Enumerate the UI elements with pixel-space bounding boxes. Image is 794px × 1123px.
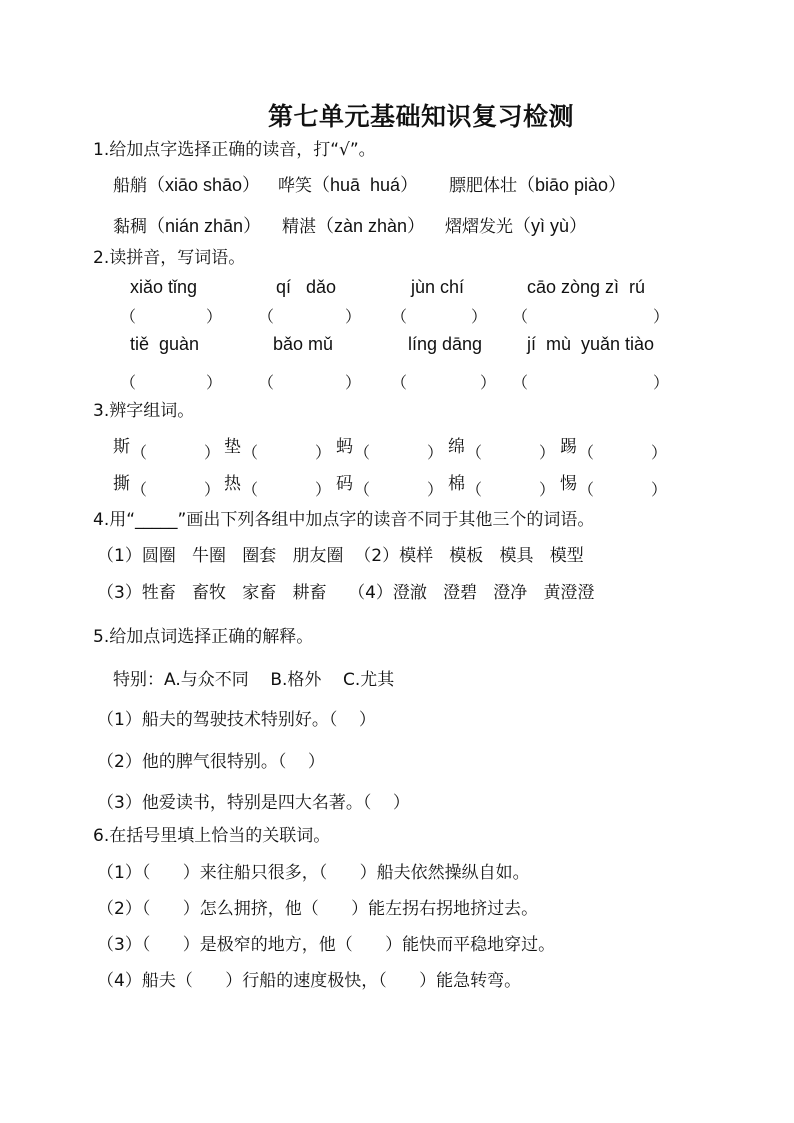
q5-item: （2）他的脾气很特别。（ ） bbox=[97, 752, 325, 772]
question-3-prompt: 3.辨字组词。 bbox=[93, 401, 195, 421]
q1-word: 膘肥体壮 bbox=[449, 176, 517, 196]
q5-item: （3）他爱读书，特别是四大名著。（ ） bbox=[97, 793, 410, 813]
q3-char: 蚂 bbox=[336, 437, 353, 457]
question-5-prompt: 5.给加点词选择正确的解释。 bbox=[93, 627, 314, 647]
blank-close: ） bbox=[539, 443, 556, 462]
blank-close: ） bbox=[427, 443, 444, 462]
pinyin-label: xiǎo tǐng bbox=[130, 277, 198, 297]
q3-char: 斯 bbox=[113, 437, 130, 457]
blank-open: （ bbox=[354, 443, 371, 462]
q1-options: （yì yù） bbox=[513, 216, 588, 236]
blank-open: （ bbox=[242, 443, 259, 462]
q3-char: 垫 bbox=[224, 437, 241, 457]
q1-word: 船艄 bbox=[113, 176, 147, 196]
q3-char: 热 bbox=[224, 474, 241, 494]
q3-char: 踢 bbox=[560, 437, 577, 457]
blank-open: （ bbox=[512, 373, 529, 392]
blank-close: ） bbox=[427, 480, 444, 499]
q4-line: （3）牲畜 畜牧 家畜 耕畜 （4）澄澈 澄碧 澄净 黄澄澄 bbox=[97, 583, 595, 603]
blank-close: ） bbox=[653, 307, 670, 326]
q1-options: （huā huá） bbox=[312, 175, 419, 195]
pinyin-label: cāo zòng zì rú bbox=[527, 277, 646, 297]
pinyin-label: bǎo mǔ bbox=[273, 334, 334, 354]
question-6-prompt: 6.在括号里填上恰当的关联词。 bbox=[93, 826, 331, 846]
blank-close: ） bbox=[204, 480, 221, 499]
q1-item bbox=[278, 176, 418, 195]
q1-item bbox=[449, 176, 626, 195]
blank-close: ） bbox=[204, 443, 221, 462]
blank-open: （ bbox=[391, 307, 408, 326]
blank-open: （ bbox=[120, 373, 137, 392]
blank-close: ） bbox=[345, 373, 362, 392]
pinyin-label: jùn chí bbox=[411, 277, 465, 297]
blank-close: ） bbox=[539, 480, 556, 499]
blank-close: ） bbox=[651, 443, 668, 462]
blank-open: （ bbox=[258, 373, 275, 392]
q1-options: （biāo piào） bbox=[517, 175, 627, 195]
q1-options: （nián zhān） bbox=[147, 216, 262, 236]
q1-item bbox=[282, 217, 425, 236]
question-1-prompt: 1.给加点字选择正确的读音，打“√”。 bbox=[93, 140, 376, 160]
blank-close: ） bbox=[345, 307, 362, 326]
blank-close: ） bbox=[471, 307, 488, 326]
q3-char: 棉 bbox=[448, 474, 465, 494]
blank-close: ） bbox=[315, 480, 332, 499]
pinyin-label: qí dǎo bbox=[276, 277, 337, 297]
pinyin-label: líng dāng bbox=[408, 334, 483, 354]
q1-item bbox=[113, 176, 260, 195]
blank-open: （ bbox=[258, 307, 275, 326]
blank-close: ） bbox=[651, 480, 668, 499]
page-title: 第七单元基础知识复习检测 bbox=[268, 102, 575, 131]
blank-open: （ bbox=[120, 307, 137, 326]
q5-item: （1）船夫的驾驶技术特别好。（ ） bbox=[97, 710, 376, 730]
pinyin-label: jí mù yuǎn tiào bbox=[527, 334, 655, 354]
q5-options: 特别：A.与众不同 B.格外 C.尤其 bbox=[113, 670, 395, 690]
pinyin-label: tiě guàn bbox=[130, 334, 200, 354]
q1-options: （zàn zhàn） bbox=[316, 216, 426, 236]
q6-item: （3）（ ）是极窄的地方，他（ ）能快而平稳地穿过。 bbox=[97, 935, 556, 955]
blank-open: （ bbox=[578, 480, 595, 499]
blank-close: ） bbox=[480, 373, 497, 392]
blank-open: （ bbox=[242, 480, 259, 499]
blank-open: （ bbox=[512, 307, 529, 326]
q3-char: 码 bbox=[336, 474, 353, 494]
blank-open: （ bbox=[354, 480, 371, 499]
blank-close: ） bbox=[653, 373, 670, 392]
q6-item: （4）船夫（ ）行船的速度极快，（ ）能急转弯。 bbox=[97, 971, 522, 991]
q3-char: 惕 bbox=[560, 474, 577, 494]
question-2-prompt: 2.读拼音，写词语。 bbox=[93, 248, 246, 268]
q1-options: （xiāo shāo） bbox=[147, 175, 261, 195]
q1-item bbox=[113, 217, 261, 236]
blank-open: （ bbox=[466, 480, 483, 499]
q3-char: 撕 bbox=[113, 474, 130, 494]
blank-open: （ bbox=[391, 373, 408, 392]
blank-open: （ bbox=[131, 443, 148, 462]
blank-open: （ bbox=[131, 480, 148, 499]
q6-item: （1）（ ）来往船只很多，（ ）船夫依然操纵自如。 bbox=[97, 863, 530, 883]
q1-word: 熠熠发光 bbox=[445, 217, 513, 237]
blank-close: ） bbox=[315, 443, 332, 462]
q1-word: 黏稠 bbox=[113, 217, 147, 237]
blank-open: （ bbox=[466, 443, 483, 462]
q1-word: 精湛 bbox=[282, 217, 316, 237]
q1-word: 哗笑 bbox=[278, 176, 312, 196]
blank-open: （ bbox=[578, 443, 595, 462]
blank-close: ） bbox=[206, 373, 223, 392]
q6-item: （2）（ ）怎么拥挤，他（ ）能左拐右拐地挤过去。 bbox=[97, 899, 539, 919]
blank-close: ） bbox=[206, 307, 223, 326]
q1-item bbox=[445, 217, 587, 236]
q4-line: （1）圆圈 牛圈 圈套 朋友圈 （2）模样 模板 模具 模型 bbox=[97, 546, 584, 566]
question-4-prompt: 4.用“_____”画出下列各组中加点字的读音不同于其他三个的词语。 bbox=[93, 510, 595, 530]
q3-char: 绵 bbox=[448, 437, 465, 457]
